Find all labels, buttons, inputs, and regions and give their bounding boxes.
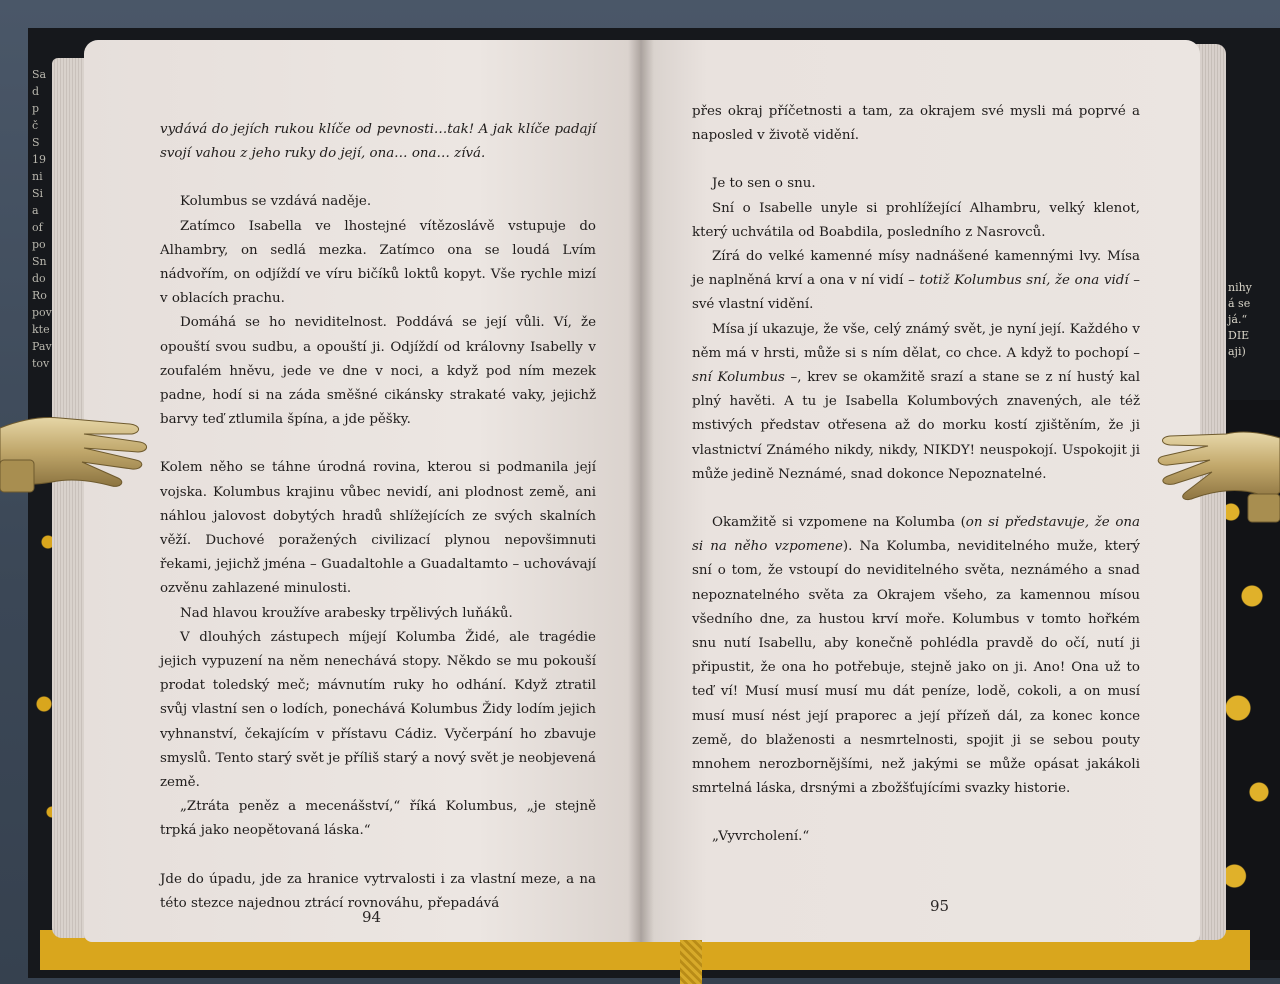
- cover-text-line: Si: [32, 187, 44, 200]
- cover-text-line: DIE: [1228, 329, 1250, 342]
- cover-text-line: a: [32, 204, 39, 217]
- paragraph: Mísa jí ukazuje, že vše, celý známý svět, je nyní její. Každého v něm má v hrsti, může si s ním dělat, co chce. A když to pochopí – sní Kolumbus –, krev se okamžitě srazí a stane se z ní hustý kal plný havěti. A tu je Isabella Kolumbových znavených, ale též mstivých představ otřesena až do morku kostí zjištěním, že ji vlastnictví Známého nikdy, nikdy, NIKDY! neuspokojí. Uspokojit ji může jedině Neznámé, snad dokonce Nepoznatelné.: [692, 321, 1140, 482]
- paragraph: „Ztráta peněz a mecenášství,“ říká Kolumbus, „je stejně trpká jako neopětovaná láska.“: [160, 799, 596, 839]
- cover-text-line: do: [32, 272, 46, 285]
- cover-text-line: po: [32, 238, 46, 251]
- paragraph: Nad hlavou kroužíve arabesky trpělivých luňáků.: [180, 605, 513, 621]
- right-page-text: [692, 100, 1140, 850]
- paragraph: Zírá do velké kamenné mísy nadnášené kamennými lvy. Mísa je naplněná krví a ona v ní vidí – totiž Kolumbus sní, že ona vidí – své vlastní vidění.: [692, 249, 1140, 313]
- right-page-number: 95: [930, 897, 950, 915]
- cover-text-line: S: [32, 136, 40, 149]
- cover-text-line: tov: [32, 357, 50, 370]
- paragraph: Jde do úpadu, jde za hranice vytrvalosti i za vlastní meze, a na této stezce najednou ztrácí rovnováhu, přepadává: [160, 871, 596, 911]
- cover-text-line: pov: [32, 306, 52, 319]
- cover-text-line: p: [32, 102, 40, 115]
- paragraph: Domáhá se ho neviditelnost. Poddává se její vůli. Ví, že opouští svou sudbu, a opouští ji. Odjíždí od královny Isabelly v zoufalém hněvu, jede ve dne v noci, a když pod ním mezek padne, hodí si na záda směšné cikánsky strakaté vaky, jejichž barvy teď ztlumila špína, a jde pěšky.: [160, 315, 596, 428]
- paragraph: Kolumbus se vzdává naděje.: [180, 194, 372, 210]
- book-gutter: [628, 40, 654, 942]
- paragraph: přes okraj příčetnosti a tam, za okrajem své mysli má poprvé a naposled v životě vidění.: [692, 104, 1140, 144]
- cover-text-line: č: [32, 119, 39, 132]
- left-page-number: 94: [362, 908, 382, 926]
- cover-text-line: á se: [1228, 297, 1251, 310]
- cover-text-line: 19: [32, 153, 46, 166]
- cover-text-line: of: [32, 221, 43, 234]
- paragraph: Sní o Isabelle unyle si prohlížející Alhambru, velký klenot, který uchvátila od Boabdila, posledního z Nasrovců.: [692, 200, 1140, 240]
- paragraph: V dlouhých zástupech míjejí Kolumba Židé, ale tragédie jejich vypuzení na něm nenechává stopy. Někdo se mu pokouší prodat toledský meč; mávnutím ruky ho odhání. Když ztratil svůj vlastní sen o lodích, ponechává Kolumbus Židy lodím jejich vyhnanství, čekajícím v přístavu Cádiz. Vyčerpání ho zbavuje smyslů. Tento starý svět je příliš starý a nový svět je neobjevená země.: [160, 629, 596, 791]
- cover-text-line: kte: [32, 323, 50, 336]
- cover-right-edge-text: [1228, 280, 1280, 390]
- cover-text-line: d: [32, 85, 40, 98]
- brass-hand-left: [0, 398, 150, 498]
- cover-text-line: Sa: [32, 68, 47, 81]
- cover-text-line: aji): [1228, 345, 1246, 358]
- paragraph: Zatímco Isabella ve lhostejné vítězoslávě vstupuje do Alhambry, on sedlá mezka. Zatímco ona se loudá Lvím nádvořím, on odjíždí ve víru bičíků loktů kopyt. Vše rychle mizí v oblacích prachu.: [160, 218, 596, 307]
- cover-text-line: Sn: [32, 255, 47, 268]
- paragraph: „Vyvrcholení.“: [712, 829, 810, 845]
- cover-text-line: já.“: [1228, 313, 1248, 326]
- left-page-text: [160, 118, 596, 916]
- bookmark-ribbon: [680, 940, 702, 984]
- paragraph: Kolem něho se táhne úrodná rovina, kterou si podmanila její vojska. Kolumbus krajinu vůbec nevidí, ani plodnost země, ani náhlou jalovost dobytých hradů shlížejících ze svých skalních věží. Duchové poražených civilizací plynou nepovšimnuti řekami, jejichž jména – Guadaltohle a Guadaltamto – uchovávají ozvěnu zahlazené minulosti.: [160, 460, 596, 597]
- cover-text-line: Ro: [32, 289, 47, 302]
- paragraph: vydává do jejích rukou klíče od pevnosti…tak! A jak klíče padají svojí vahou z jeho ruky do její, ona… ona… zívá.: [160, 122, 596, 162]
- paragraph: Je to sen o snu.: [712, 176, 816, 192]
- cover-text-line: Pav: [32, 340, 52, 353]
- cover-text-line: ni: [32, 170, 43, 183]
- cover-text-line: nihy: [1228, 281, 1252, 294]
- paragraph: Okamžitě si vzpomene na Kolumba (on si představuje, že ona si na něho vzpomene). Na Kolumba, neviditelného muže, který sní o tom, že vstoupí do neviditelného světa, neznámého a snad nepoznatelného světa za Okrajem všeho, za kamennou mísou všedního dne, za hustou krví moře. Kolumbus v tomto hořkém snu nutí Isabellu, aby konečně pohlédla pravdě do očí, nutí ji připustit, že ona ho potřebuje, stejně jako on ji. Ano! Ona už to teď ví! Musí musí musí mu dát peníze, lodě, cokoli, a on musí musí musí nést její praporec a její přízeň dál, za konec konce země, do blaženosti a nesmrtelnosti, spojit ji se sebou pouty mnohem nerozbornějšími, než jakými se může opásat jakákoli smrtelná láska, drsnými a zbožšťujícími svazky historie.: [692, 515, 1140, 797]
- brass-hand-right: [1156, 424, 1280, 524]
